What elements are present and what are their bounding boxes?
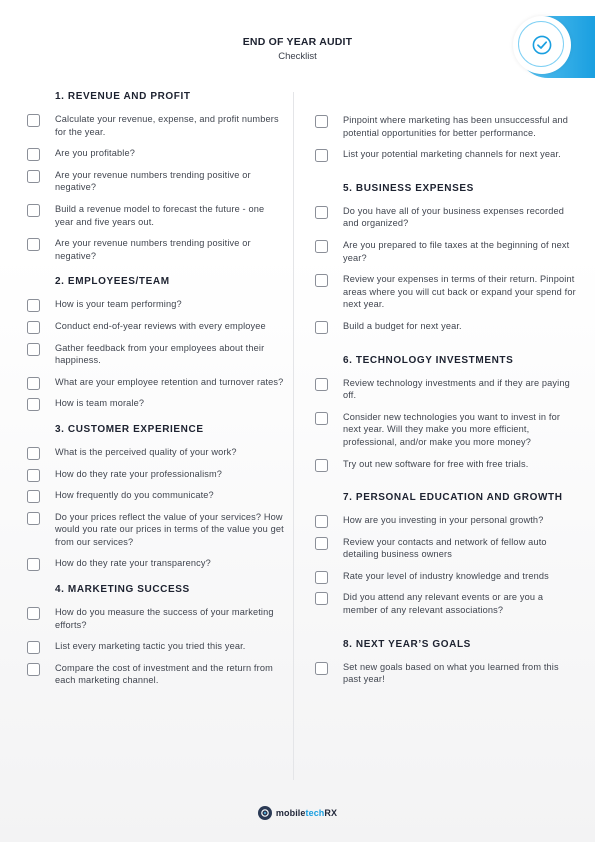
checkbox[interactable] <box>27 321 40 334</box>
checklist-item <box>315 411 577 449</box>
section-title: 8. NEXT YEAR’S GOALS <box>343 638 471 650</box>
checklist-item <box>27 489 285 502</box>
checklist-item <box>27 640 285 653</box>
checkbox[interactable] <box>27 490 40 503</box>
checklist-section <box>315 492 577 617</box>
checklist-item-text: How do they rate your transparency? <box>55 558 211 569</box>
checklist-item <box>315 514 577 527</box>
checklist-item <box>315 458 577 471</box>
checklist-section <box>27 276 285 410</box>
section-title: 7. PERSONAL EDUCATION AND GROWTH <box>343 492 563 504</box>
checklist-item <box>27 511 285 549</box>
checklist-item-text: Build a revenue model to forecast the future - one year and five years out. <box>55 203 265 227</box>
checklist-item <box>315 273 577 311</box>
checklist-item <box>27 468 285 481</box>
checklist-item-text: Gather feedback from your employees about their happiness. <box>55 342 265 366</box>
checkbox[interactable] <box>315 412 328 425</box>
checklist-item-text: What is the perceived quality of your work? <box>55 446 237 457</box>
checkbox[interactable] <box>315 537 328 550</box>
right-column <box>315 114 577 695</box>
checkbox[interactable] <box>27 512 40 525</box>
brand-part-c: RX <box>324 808 338 818</box>
checkbox[interactable] <box>315 321 328 334</box>
checklist-item-text: Build a budget for next year. <box>343 320 462 331</box>
checklist-item <box>315 239 577 264</box>
brand-wordmark <box>276 808 337 818</box>
section-title: 6. TECHNOLOGY INVESTMENTS <box>343 354 514 366</box>
checklist-item <box>315 148 577 161</box>
section-title: 2. EMPLOYEES/TEAM <box>55 276 170 288</box>
checklist-item-text: How is your team performing? <box>55 299 182 310</box>
checkbox[interactable] <box>27 663 40 676</box>
checkbox[interactable] <box>27 204 40 217</box>
checklist-item-text: Do your prices reflect the value of your services? How would you rate our prices in terms of the value you get from our services? <box>55 511 284 547</box>
section-title: 4. MARKETING SUCCESS <box>55 584 190 596</box>
checklist-item-text: How is team morale? <box>55 398 145 409</box>
checkbox[interactable] <box>27 299 40 312</box>
checklist-item <box>27 342 285 367</box>
checklist-item-text: What are your employee retention and turnover rates? <box>55 376 284 387</box>
checklist-item <box>27 397 285 410</box>
checkbox[interactable] <box>315 274 328 287</box>
footer <box>0 806 595 820</box>
checklist-item-text: Calculate your revenue, expense, and profit numbers for the year. <box>55 114 279 137</box>
checkbox[interactable] <box>315 459 328 472</box>
section-title: 1. REVENUE AND PROFIT <box>55 91 191 102</box>
checklist-item-text: Pinpoint where marketing has been unsuccessful and potential opportunities for better performance. <box>343 115 569 138</box>
checklist-item <box>315 536 577 561</box>
page-title: END OF YEAR AUDIT <box>242 36 353 48</box>
checklist-item-text: How frequently do you communicate? <box>55 490 214 501</box>
checklist-item <box>27 113 285 138</box>
checklist-item-text: Did you attend any relevant events or are you a member of any relevant associations? <box>343 592 544 616</box>
checklist-item <box>315 114 577 139</box>
checklist-item <box>27 606 285 631</box>
checklist-item <box>27 203 285 228</box>
checkbox[interactable] <box>27 641 40 654</box>
checklist-item-text: Set new goals based on what you learned from this past year! <box>343 661 559 685</box>
brand-part-b: tech <box>305 808 325 818</box>
checkbox[interactable] <box>27 377 40 390</box>
checkbox[interactable] <box>315 149 328 162</box>
checklist-item <box>27 237 285 262</box>
checklist-item <box>315 320 577 333</box>
checklist-item <box>27 169 285 194</box>
checklist-item-text: How do they rate your professionalism? <box>55 468 223 479</box>
left-column <box>27 91 285 696</box>
page-header <box>0 36 595 62</box>
checkbox[interactable] <box>315 592 328 605</box>
checklist-item-text: Review your contacts and network of fellow auto detailing business owners <box>343 536 547 560</box>
checklist-section <box>315 639 577 686</box>
checkbox[interactable] <box>315 240 328 253</box>
checklist-section <box>315 183 577 333</box>
checklist-item-text: Conduct end-of-year reviews with every employee <box>55 320 266 331</box>
checkbox[interactable] <box>315 515 328 528</box>
checklist-item-text: Are your revenue numbers trending positive or negative? <box>55 238 251 261</box>
checklist-item <box>27 557 285 570</box>
checklist-item <box>315 591 577 616</box>
checklist-item-text: List your potential marketing channels for next year. <box>343 149 561 160</box>
checklist-item <box>27 147 285 160</box>
checklist-item <box>27 376 285 389</box>
checkbox[interactable] <box>27 607 40 620</box>
checklist-item-text: How do you measure the success of your marketing efforts? <box>55 607 274 630</box>
checkbox[interactable] <box>27 398 40 411</box>
checkbox[interactable] <box>27 469 40 482</box>
column-divider <box>293 92 294 780</box>
checklist-item-text: Are you profitable? <box>55 148 135 159</box>
checkbox[interactable] <box>27 114 40 127</box>
checklist-item-text: How are you investing in your personal growth? <box>343 515 544 526</box>
checkbox[interactable] <box>27 148 40 161</box>
checklist-section <box>315 355 577 471</box>
checklist-item-text: Review technology investments and if they are paying off. <box>343 377 570 401</box>
checklist-item <box>27 446 285 459</box>
checkbox[interactable] <box>27 558 40 571</box>
checklist-item-text: Try out new software for free with free trials. <box>343 458 529 469</box>
checklist-item <box>315 661 577 686</box>
checkbox[interactable] <box>315 378 328 391</box>
section-title: 5. BUSINESS EXPENSES <box>343 182 474 194</box>
checkbox[interactable] <box>315 571 328 584</box>
checklist-item-text: Consider new technologies you want to invest in for next year. Will they make you more efficient, professional, and/or make you more money? <box>343 411 561 447</box>
brand-part-a: mobile <box>275 808 306 818</box>
checklist-item <box>315 570 577 583</box>
checklist-section <box>27 91 285 262</box>
checklist-item <box>27 320 285 333</box>
checkbox[interactable] <box>27 170 40 183</box>
checklist-item-text: Compare the cost of investment and the return from each marketing channel. <box>55 662 273 686</box>
checkbox[interactable] <box>27 238 40 251</box>
page-subtitle: Checklist <box>278 51 317 62</box>
checklist-section <box>27 424 285 570</box>
checklist-item-text: Do you have all of your business expenses recorded and organized? <box>343 205 564 229</box>
checkbox[interactable] <box>27 447 40 460</box>
checklist-item <box>315 377 577 402</box>
checkbox[interactable] <box>315 115 328 128</box>
checklist-item-text: Are you prepared to file taxes at the beginning of next year? <box>343 239 570 263</box>
checklist-section <box>27 584 285 687</box>
checkbox[interactable] <box>315 206 328 219</box>
checkbox[interactable] <box>27 343 40 356</box>
checklist-item <box>315 205 577 230</box>
brand-logo-icon <box>258 806 272 820</box>
checklist-item-text: Review your expenses in terms of their return. Pinpoint areas where you will cut back or expand your spend for next year. <box>343 274 576 310</box>
checklist-item-text: Are your revenue numbers trending positive or negative? <box>55 169 251 193</box>
checklist-item-text: Rate your level of industry knowledge and trends <box>343 570 549 581</box>
checklist-item <box>27 662 285 687</box>
checklist-item <box>27 298 285 311</box>
checkbox[interactable] <box>315 662 328 675</box>
section-title: 3. CUSTOMER EXPERIENCE <box>55 423 204 435</box>
checklist-item-text: List every marketing tactic you tried this year. <box>55 641 246 652</box>
